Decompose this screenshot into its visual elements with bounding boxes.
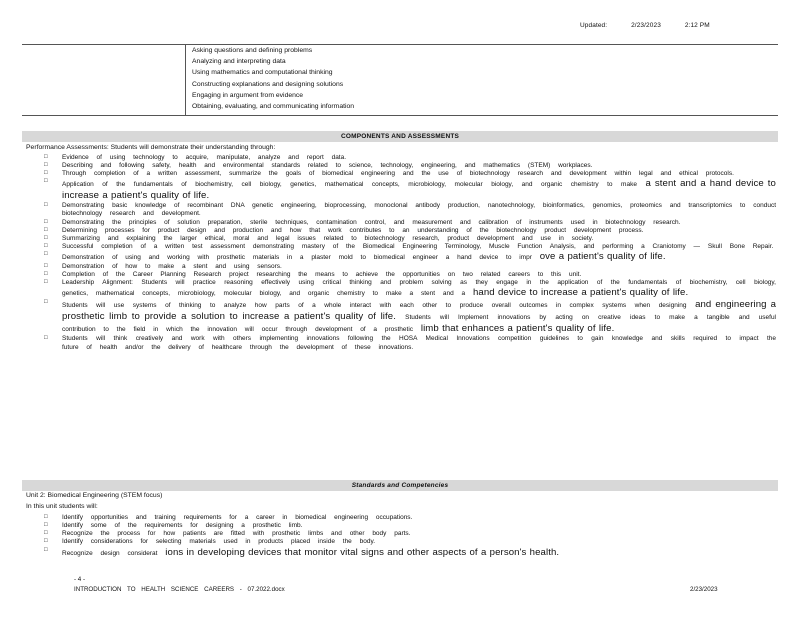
list-item xyxy=(44,170,776,178)
list-item-text-big: ions in developing devices that monitor vital signs and other aspects of a person's health. xyxy=(165,546,560,558)
list-item-text: Determining processes for product design and production and how that work contributes to an understanding of the biotechnology product development process. xyxy=(62,226,644,234)
bullet-icon: □ xyxy=(44,522,48,529)
bullet-icon: □ xyxy=(44,234,48,241)
list-item-text: Leadership Alignment: Students will practice reasoning effectively using critical thinking and problem solving as they engage in the application of the fundamentals of biochemistry, cell biology, genetics, mathematical concepts, microbiology, molecular biology, and organic chemistry to make a stent and a xyxy=(62,279,776,298)
bullet-icon: □ xyxy=(44,530,48,537)
standards-heading: Standards and Competencies xyxy=(22,480,778,491)
list-item-text: Application of the fundamentals of biochemistry, cell biology, genetics, mathematical concepts, microbiology, molecular biology, and organic chemistry to make xyxy=(62,181,637,189)
updated-stamp xyxy=(580,22,732,30)
practices-table xyxy=(22,44,778,116)
bullet-icon: □ xyxy=(44,218,48,225)
practice-item: Obtaining, evaluating, and communicating information xyxy=(192,102,355,110)
footer-doc-name: INTRODUCTION TO HEALTH SCIENCE CAREERS - 07.2022.docx xyxy=(74,586,285,593)
list-item xyxy=(44,251,776,263)
list-item xyxy=(44,219,776,227)
list-item-text: Identify some of the requirements for designing a prosthetic limb. xyxy=(62,522,303,530)
bullet-icon: □ xyxy=(44,242,48,249)
practice-item: Engaging in argument from evidence xyxy=(192,91,304,99)
list-item-text: Through completion of a written assessment, summarize the goals of biomedical engineering and the use of biotechnology research and development within legal and ethical protocols. xyxy=(62,170,734,178)
footer-page-number: - 4 - xyxy=(74,576,86,583)
bullet-icon: □ xyxy=(44,263,48,270)
bullet-icon: □ xyxy=(44,178,48,185)
table-divider xyxy=(185,45,186,115)
list-item xyxy=(44,263,776,271)
bullet-icon: □ xyxy=(44,299,48,306)
list-item-text: Demonstration of how to make a stent and using sensors. xyxy=(62,263,282,271)
performance-heading-text: Performance Assessments: Students will demonstrate their understanding through: xyxy=(26,144,276,151)
list-item-text-big: a stent and a hand device to increase a patient's quality of life. xyxy=(62,178,776,202)
list-item xyxy=(44,522,776,530)
list-item-text: Summarizing and explaining the larger ethical, moral and legal issues related to biotechnology research, product development and use in society. xyxy=(62,234,594,242)
list-item-text-big2: limb that enhances a patient's quality of life. xyxy=(420,323,615,335)
components-heading: COMPONENTS AND ASSESSMENTS xyxy=(22,131,778,142)
unit-intro: In this unit students will: xyxy=(26,503,98,510)
list-item xyxy=(44,271,776,279)
list-item-text: Students will think creatively and work with others implementing innovations following the HOSA Medical Innovations competition guidelines to gain knowledge and skills required to impact the future of health and/or the delivery of healthcare through the development of these innovations. xyxy=(62,335,776,351)
list-item-text: Describing and following safety, health and environmental standards related to science, technology, engineering, and mathematics (STEM) workplaces. xyxy=(62,162,593,170)
list-item xyxy=(44,235,776,243)
list-item xyxy=(44,243,776,251)
bullet-icon: □ xyxy=(44,335,48,342)
footer-date: 2/23/2023 xyxy=(690,586,718,593)
performance-heading xyxy=(26,144,778,152)
list-item-text-big: ove a patient's quality of life. xyxy=(539,251,666,263)
list-item xyxy=(44,162,776,170)
list-item xyxy=(44,202,776,218)
list-item xyxy=(44,538,776,546)
list-item xyxy=(44,154,776,162)
practice-item: Constructing explanations and designing solutions xyxy=(192,80,344,88)
performance-list xyxy=(44,154,776,352)
list-item-text: Recognize design considerat xyxy=(62,549,158,557)
bullet-icon: □ xyxy=(44,271,48,278)
list-item-text-tail: Students will Implement innovations by acting on creative ideas to make a tangible and useful contribution to the field in which the innovation will occur through development of a prosthetic xyxy=(62,314,776,334)
list-item xyxy=(44,514,776,522)
list-item-text: Identify considerations for selecting materials used in products placed inside the body. xyxy=(62,538,376,546)
bullet-icon: □ xyxy=(44,202,48,209)
list-item-text-big: and engineering a prosthetic limb to provide a solution to increase a patient's quality of life. xyxy=(62,299,777,323)
list-item xyxy=(44,227,776,235)
updated-label: Updated: xyxy=(580,22,608,29)
unit-title: Unit 2: Biomedical Engineering (STEM focus) xyxy=(26,492,163,499)
list-item-text: Recognize the process for how patients are fitted with prosthetic limbs and other body parts. xyxy=(62,530,411,538)
list-item-text: Demonstration of using and working with prosthetic materials in a plaster mold to biomedical engineer a hand device to impr xyxy=(62,254,532,262)
list-item-text: Demonstrating basic knowledge of recombinant DNA genetic engineering, bioprocessing, monoclonal antibody production, nanotechnology, bioinformatics, genomics, proteomics and transcriptomics to conduct biotechnology research and development. xyxy=(62,202,776,218)
list-item xyxy=(44,279,776,299)
bullet-icon: □ xyxy=(44,514,48,520)
practice-item: Using mathematics and computational thinking xyxy=(192,69,333,77)
practice-item: Asking questions and defining problems xyxy=(192,47,313,54)
updated-time: 2:12 PM xyxy=(684,22,710,29)
bullet-icon: □ xyxy=(44,546,48,553)
list-item xyxy=(44,530,776,538)
list-item xyxy=(44,299,776,335)
list-item-text: Students will use systems of thinking to analyze how parts of a whole interact with each other to produce overall outcomes in complex systems when designing xyxy=(62,302,687,310)
bullet-icon: □ xyxy=(44,154,48,160)
bullet-icon: □ xyxy=(44,538,48,545)
practice-item: Analyzing and interpreting data xyxy=(192,58,286,66)
list-item xyxy=(44,178,776,202)
bullet-icon: □ xyxy=(44,279,48,286)
list-item-text-big: hand device to increase a patient's quality of life. xyxy=(472,287,689,299)
list-item-text: Identify opportunities and training requirements for a career in biomedical engineering occupations. xyxy=(62,514,413,521)
list-item-text: Successful completion of a written test assessment demonstrating mastery of the Biomedical Engineering Terminology, Muscle Function Analysis, and performing a Craniotomy — Skull Bone Repair. xyxy=(62,242,774,250)
bullet-icon: □ xyxy=(44,170,48,177)
bullet-icon: □ xyxy=(44,226,48,233)
list-item-text: Completion of the Career Planning Research project researching the means to achieve the opportunities on two related careers to this unit. xyxy=(62,271,582,279)
list-item xyxy=(44,335,776,351)
bullet-icon: □ xyxy=(44,162,48,169)
list-item xyxy=(44,547,776,559)
unit-list xyxy=(44,514,776,558)
updated-date: 2/23/2023 xyxy=(631,22,661,29)
bullet-icon: □ xyxy=(44,251,48,258)
list-item-text: Evidence of using technology to acquire, manipulate, analyze and report data. xyxy=(62,154,347,161)
list-item-text: Demonstrating the principles of solution preparation, sterile techniques, contamination control, and measurement and calibration of instruments used in biotechnology research. xyxy=(62,218,681,226)
practices-list xyxy=(192,47,354,114)
